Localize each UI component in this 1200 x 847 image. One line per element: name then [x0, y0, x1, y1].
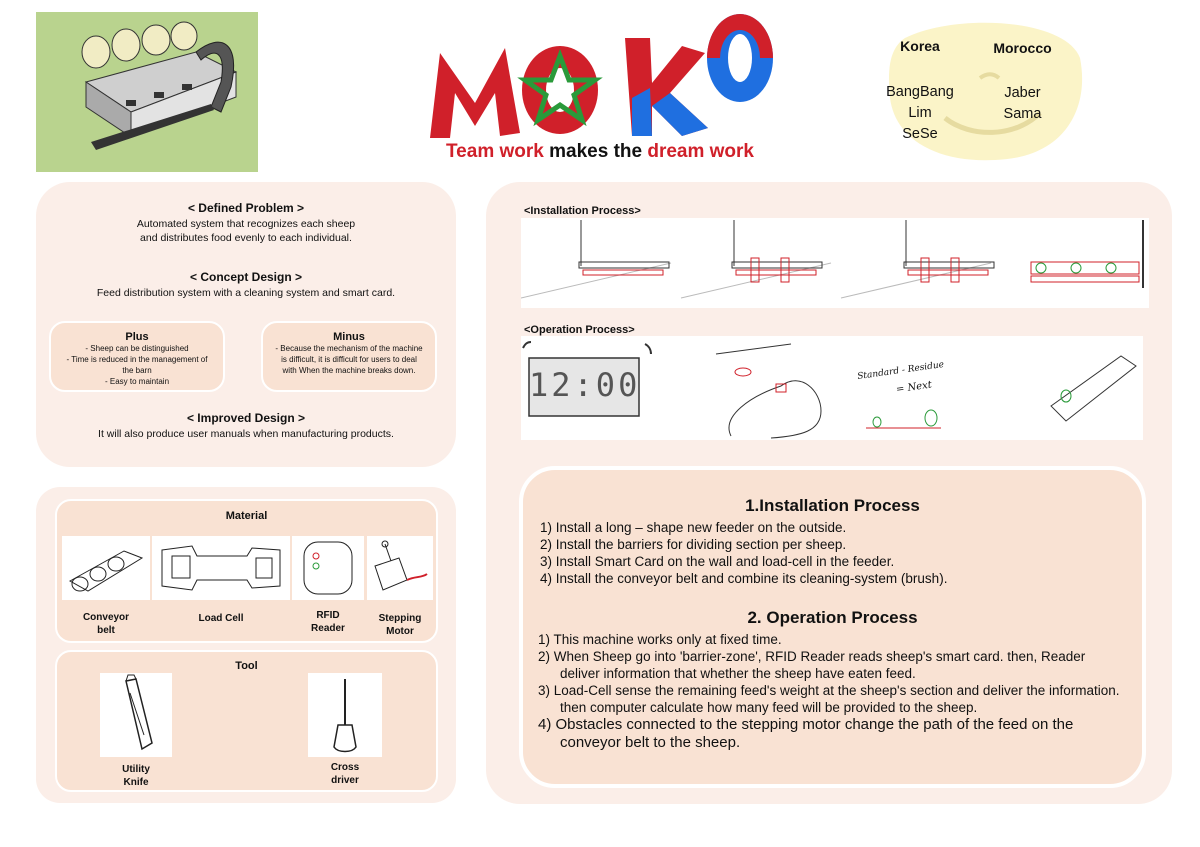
material-label-load-cell-1: Load Cell — [198, 613, 244, 624]
material-label-stepping-1: Stepping — [378, 613, 422, 624]
minus-item-3: with When the machine breaks down. — [282, 366, 416, 375]
tool-label-driver-2: driver — [331, 775, 359, 786]
sketch-formula-2: = Next — [895, 379, 933, 396]
korea-label: Korea — [900, 38, 940, 54]
material-label-rfid-1: RFID — [316, 610, 340, 621]
tagline — [410, 141, 790, 163]
tagline-part-2: makes the — [543, 141, 648, 162]
installation-step-1: 1) Install a long – shape new feeder on the outside. — [540, 520, 847, 535]
member-lim: Lim — [908, 105, 932, 121]
material-label-conveyor-1: Conveyor — [82, 612, 130, 623]
morocco-members — [985, 83, 1060, 125]
machine-render — [36, 12, 258, 172]
member-jaber: Jaber — [1004, 85, 1041, 101]
material-label-rfid — [292, 609, 364, 635]
defined-problem-text-2: and distributes food evenly to each individual. — [140, 232, 352, 244]
tool-label-knife — [100, 763, 172, 789]
defined-problem-text-1: Automated system that recognizes each sheep — [136, 218, 356, 230]
operation-heading: 2. Operation Process — [747, 608, 918, 627]
tagline-part-3: dream work — [647, 141, 754, 162]
plus-box — [49, 321, 225, 392]
installation-heading: 1.Installation Process — [745, 496, 920, 515]
installation-step-2: 2) Install the barriers for dividing section per sheep. — [540, 537, 847, 552]
installation-step-3: 3) Install Smart Card on the wall and load-cell in the feeder. — [540, 554, 895, 569]
korea-members — [875, 82, 965, 145]
member-sese: SeSe — [902, 126, 938, 142]
operation-steps — [538, 631, 1128, 752]
load-cell-sketch — [152, 536, 290, 600]
operation-process-label: <Operation Process> — [524, 324, 635, 336]
tool-label-knife-1: Utility — [122, 764, 150, 775]
plus-title: Plus — [125, 331, 149, 343]
member-bangbang: BangBang — [886, 84, 954, 100]
conveyor-belt-sketch — [62, 536, 150, 600]
logo — [420, 8, 790, 148]
plus-item-1: - Sheep can be distinguished — [85, 344, 189, 353]
concept-design-text: Feed distribution system with a cleaning system and smart card. — [96, 287, 396, 299]
installation-sketch-strip — [521, 218, 1149, 308]
stepping-motor-sketch — [367, 536, 433, 600]
utility-knife-sketch — [100, 673, 172, 757]
minus-item-1: - Because the mechanism of the machine — [275, 344, 423, 353]
installation-steps — [540, 519, 1130, 587]
tool-label-driver — [308, 761, 382, 787]
improved-design-title: < Improved Design > — [186, 411, 306, 425]
operation-step-1: 1) This machine works only at fixed time. — [538, 632, 782, 647]
clock-display: 12:00 — [529, 366, 641, 404]
plus-item-4: - Easy to maintain — [104, 377, 170, 386]
installation-process-label: <Installation Process> — [524, 205, 641, 217]
rfid-reader-sketch — [292, 536, 364, 600]
tagline-part-1: Team work — [445, 141, 544, 162]
tool-label-driver-1: Cross — [330, 762, 360, 773]
tool-label-knife-2: Knife — [123, 777, 149, 788]
material-label-stepping-2: Motor — [386, 626, 414, 637]
plus-item-3: the barn — [122, 366, 152, 375]
operation-step-4: 4) Obstacles connected to the stepping motor change the path of the feed on the conveyor belt to the sheep. — [538, 716, 1074, 751]
tool-title: Tool — [235, 660, 258, 672]
material-label-stepping — [367, 612, 433, 638]
operation-step-2: 2) When Sheep go into 'barrier-zone', RFID Reader reads sheep's smart card. then, Reader deliver information that whether the sheep have eaten feed. — [538, 649, 1086, 681]
material-label-conveyor — [62, 611, 150, 637]
concept-design-title: < Concept Design > — [189, 270, 303, 284]
material-label-load-cell — [152, 612, 290, 625]
defined-problem-title: < Defined Problem > — [187, 201, 305, 215]
plus-item-2: - Time is reduced in the management of — [66, 355, 208, 364]
installation-step-4: 4) Install the conveyor belt and combine its cleaning-system (brush). — [540, 571, 948, 586]
sketch-formula-1: Standard - Residue — [856, 359, 945, 383]
minus-box — [261, 321, 437, 392]
team-face — [875, 18, 1095, 168]
material-title: Material — [225, 510, 268, 522]
cross-driver-sketch — [308, 673, 382, 757]
operation-step-3: 3) Load-Cell sense the remaining feed's weight at the sheep's section and deliver the information. then computer calculate how many feed will be provided to the sheep. — [538, 683, 1120, 715]
minus-title: Minus — [333, 331, 365, 343]
material-label-rfid-2: Reader — [311, 623, 345, 634]
material-label-conveyor-2: belt — [97, 625, 115, 636]
minus-item-2: is difficult, it is difficult for users to deal — [281, 355, 417, 364]
member-sama: Sama — [1003, 106, 1042, 122]
improved-design-text: It will also produce user manuals when manufacturing products. — [98, 428, 394, 440]
operation-sketch-strip — [521, 336, 1143, 440]
morocco-label: Morocco — [993, 40, 1052, 56]
